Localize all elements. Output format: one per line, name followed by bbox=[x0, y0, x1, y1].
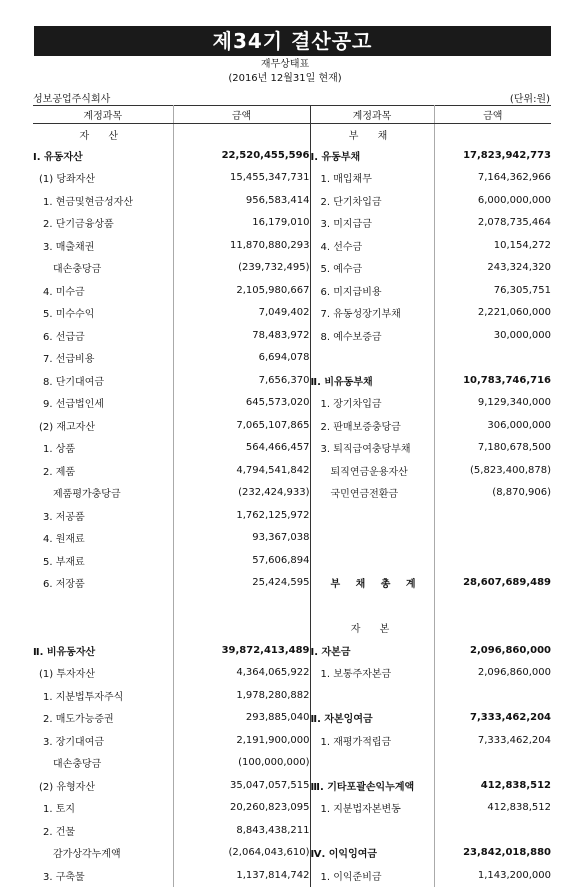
asset-account: 1. 현금및현금성자산 bbox=[33, 189, 173, 212]
asset-amount: 15,455,347,731 bbox=[173, 167, 310, 190]
liability-amount: 7,164,362,966 bbox=[477, 172, 551, 184]
table-row bbox=[33, 144, 551, 167]
table-row bbox=[33, 279, 551, 302]
asset-account: (2) 재고자산 bbox=[33, 414, 173, 437]
asset-amount: 4,364,065,922 bbox=[173, 662, 310, 685]
table-row bbox=[33, 549, 551, 572]
asset-amount: 20,260,823,095 bbox=[173, 797, 310, 820]
liability-account: 8. 예수보증금 bbox=[310, 324, 434, 347]
table-row bbox=[33, 864, 551, 887]
liability-account: 퇴직연금운용자산 bbox=[310, 459, 434, 482]
unit-label: (단위:원) bbox=[509, 94, 550, 105]
asset-amount: 35,047,057,515 bbox=[173, 774, 310, 797]
table-row bbox=[33, 257, 551, 280]
column-header: 금액 bbox=[434, 106, 551, 124]
statement-date: (2016년 12월31일 현재) bbox=[228, 73, 342, 84]
table-row bbox=[33, 482, 551, 505]
liability-account: 3. 퇴직급여충당부채 bbox=[310, 437, 434, 460]
liability-account bbox=[310, 752, 434, 775]
asset-amount: (2,064,043,610) bbox=[173, 842, 310, 865]
asset-account: Ⅱ. 비유동자산 bbox=[33, 639, 173, 662]
table-row bbox=[33, 819, 551, 842]
liability-amount: 412,838,512 bbox=[487, 802, 551, 814]
asset-amount: 2,191,900,000 bbox=[173, 729, 310, 752]
asset-account: 3. 저공품 bbox=[33, 504, 173, 527]
page-title: 제34기 결산공고 bbox=[34, 26, 551, 56]
section-liabilities: 부 채 bbox=[310, 124, 434, 145]
liability-amount bbox=[434, 684, 551, 707]
table-row bbox=[33, 302, 551, 325]
liability-amount: 17,823,942,773 bbox=[463, 149, 551, 161]
liability-amount: (8,870,906) bbox=[492, 487, 551, 499]
table-row bbox=[33, 594, 551, 617]
liability-amount bbox=[434, 527, 551, 550]
liability-amount bbox=[434, 347, 551, 370]
asset-amount: 956,583,414 bbox=[173, 189, 310, 212]
asset-amount: 6,694,078 bbox=[173, 347, 310, 370]
asset-account: 1. 상품 bbox=[33, 437, 173, 460]
liability-account: Ⅱ. 자본잉여금 bbox=[310, 707, 434, 730]
table-row bbox=[33, 459, 551, 482]
liability-account: 1. 이익준비금 bbox=[310, 864, 434, 887]
asset-account: 2. 단기금융상품 bbox=[33, 212, 173, 235]
liability-account: 1. 매입채무 bbox=[310, 167, 434, 190]
liability-account bbox=[310, 347, 434, 370]
table-row bbox=[33, 617, 551, 640]
asset-amount: 16,179,010 bbox=[173, 212, 310, 235]
asset-amount: 7,656,370 bbox=[173, 369, 310, 392]
liability-amount bbox=[434, 504, 551, 527]
liability-amount: 7,333,462,204 bbox=[470, 712, 551, 724]
table-header-row bbox=[33, 106, 551, 124]
table-row bbox=[33, 662, 551, 685]
asset-account: 2. 제품 bbox=[33, 459, 173, 482]
liability-account: 2. 단기차입금 bbox=[310, 189, 434, 212]
asset-account: 5. 미수수익 bbox=[33, 302, 173, 325]
liability-account: 국민연금전환금 bbox=[310, 482, 434, 505]
asset-amount: 11,870,880,293 bbox=[173, 234, 310, 257]
liability-account bbox=[310, 504, 434, 527]
liability-amount: 7,180,678,500 bbox=[477, 442, 551, 454]
liability-amount bbox=[434, 549, 551, 572]
asset-amount: 1,978,280,882 bbox=[173, 684, 310, 707]
asset-amount: 1,762,125,972 bbox=[173, 504, 310, 527]
asset-amount: (232,424,933) bbox=[173, 482, 310, 505]
liability-account: 7. 유동성장기부채 bbox=[310, 302, 434, 325]
liability-amount: 10,154,272 bbox=[493, 239, 551, 251]
company-name: 성보공업주식회사 bbox=[33, 94, 111, 105]
asset-amount: 293,885,040 bbox=[173, 707, 310, 730]
asset-amount: 57,606,894 bbox=[173, 549, 310, 572]
table-row bbox=[33, 234, 551, 257]
liability-amount: 306,000,000 bbox=[487, 419, 551, 431]
liability-amount: 10,783,746,716 bbox=[463, 374, 551, 386]
asset-amount: 8,843,438,211 bbox=[173, 819, 310, 842]
liability-account: 5. 예수금 bbox=[310, 257, 434, 280]
asset-account: 감가상각누계액 bbox=[33, 842, 173, 865]
liability-account: 1. 재평가적립금 bbox=[310, 729, 434, 752]
liability-account: 3. 미지급금 bbox=[310, 212, 434, 235]
column-header: 계정과목 bbox=[310, 106, 434, 124]
table-row bbox=[33, 167, 551, 190]
liability-account: Ⅲ. 기타포괄손익누계액 bbox=[310, 774, 434, 797]
liability-amount: 76,305,751 bbox=[493, 284, 551, 296]
asset-account: (1) 당좌자산 bbox=[33, 167, 173, 190]
liability-amount: 28,607,689,489 bbox=[463, 577, 551, 589]
liability-amount: 2,221,060,000 bbox=[477, 307, 551, 319]
table-row bbox=[33, 324, 551, 347]
asset-account: 4. 미수금 bbox=[33, 279, 173, 302]
table-row bbox=[33, 212, 551, 235]
liability-account: 부 채 총 계 bbox=[310, 572, 434, 595]
asset-amount: 564,466,457 bbox=[173, 437, 310, 460]
asset-account: 3. 매출채권 bbox=[33, 234, 173, 257]
asset-account: 6. 저장품 bbox=[33, 572, 173, 595]
liability-amount: 7,333,462,204 bbox=[477, 734, 551, 746]
liability-account: Ⅰ. 유동부채 bbox=[310, 144, 434, 167]
asset-amount: (100,000,000) bbox=[173, 752, 310, 775]
asset-account: 3. 장기대여금 bbox=[33, 729, 173, 752]
asset-amount: 7,049,402 bbox=[173, 302, 310, 325]
liability-account: 4. 선수금 bbox=[310, 234, 434, 257]
liability-account bbox=[310, 594, 434, 617]
liability-amount: 1,143,200,000 bbox=[477, 869, 551, 881]
table-row bbox=[33, 707, 551, 730]
liability-account: Ⅱ. 비유동부채 bbox=[310, 369, 434, 392]
liability-account bbox=[310, 684, 434, 707]
liability-account: Ⅳ. 이익잉여금 bbox=[310, 842, 434, 865]
asset-account: 5. 부재료 bbox=[33, 549, 173, 572]
liability-amount: (5,823,400,878) bbox=[470, 464, 551, 476]
asset-account: (1) 투자자산 bbox=[33, 662, 173, 685]
table-row bbox=[33, 684, 551, 707]
asset-account: 3. 구축물 bbox=[33, 864, 173, 887]
asset-amount: 1,137,814,742 bbox=[173, 864, 310, 887]
asset-account: 9. 선급법인세 bbox=[33, 392, 173, 415]
liability-amount: 2,096,860,000 bbox=[477, 667, 551, 679]
asset-amount: 645,573,020 bbox=[173, 392, 310, 415]
asset-amount: 2,105,980,667 bbox=[173, 279, 310, 302]
asset-account: 2. 건물 bbox=[33, 819, 173, 842]
table-row bbox=[33, 437, 551, 460]
liability-amount: 2,078,735,464 bbox=[477, 217, 551, 229]
liability-account: 6. 미지급비용 bbox=[310, 279, 434, 302]
asset-account: 2. 매도가능증권 bbox=[33, 707, 173, 730]
asset-amount: 22,520,455,596 bbox=[173, 144, 310, 167]
asset-account bbox=[33, 617, 173, 640]
table-row bbox=[33, 414, 551, 437]
liability-amount: 412,838,512 bbox=[480, 779, 551, 791]
asset-account: 1. 토지 bbox=[33, 797, 173, 820]
table-row bbox=[33, 774, 551, 797]
balance-sheet-table bbox=[33, 105, 551, 887]
asset-amount: (239,732,495) bbox=[173, 257, 310, 280]
liability-amount bbox=[434, 752, 551, 775]
table-row bbox=[33, 347, 551, 370]
column-header: 계정과목 bbox=[33, 106, 173, 124]
asset-amount: 93,367,038 bbox=[173, 527, 310, 550]
liability-amount: 2,096,860,000 bbox=[470, 644, 551, 656]
asset-amount: 78,483,972 bbox=[173, 324, 310, 347]
asset-account bbox=[33, 594, 173, 617]
liability-account: 1. 장기차입금 bbox=[310, 392, 434, 415]
asset-account: 4. 원재료 bbox=[33, 527, 173, 550]
asset-amount: 4,794,541,842 bbox=[173, 459, 310, 482]
asset-account: 7. 선급비용 bbox=[33, 347, 173, 370]
liability-account bbox=[310, 549, 434, 572]
table-row bbox=[33, 572, 551, 595]
asset-amount: 25,424,595 bbox=[173, 572, 310, 595]
section-equity: 자 본 bbox=[310, 617, 434, 640]
asset-account: 제품평가충당금 bbox=[33, 482, 173, 505]
liability-amount bbox=[434, 617, 551, 640]
table-row bbox=[33, 842, 551, 865]
table-row bbox=[33, 752, 551, 775]
liability-account: 1. 보통주자본금 bbox=[310, 662, 434, 685]
asset-account: 1. 지분법투자주식 bbox=[33, 684, 173, 707]
table-row bbox=[33, 392, 551, 415]
liability-amount: 30,000,000 bbox=[493, 329, 551, 341]
table-row bbox=[33, 639, 551, 662]
asset-amount bbox=[173, 594, 310, 617]
liability-amount bbox=[434, 819, 551, 842]
statement-name: 재무상태표 bbox=[260, 59, 310, 70]
asset-amount: 39,872,413,489 bbox=[173, 639, 310, 662]
liability-account: Ⅰ. 자본금 bbox=[310, 639, 434, 662]
liability-amount: 243,324,320 bbox=[487, 262, 551, 274]
asset-amount: 7,065,107,865 bbox=[173, 414, 310, 437]
table-row bbox=[33, 729, 551, 752]
table-row bbox=[33, 504, 551, 527]
table-row bbox=[33, 527, 551, 550]
table-row bbox=[33, 797, 551, 820]
liability-amount: 6,000,000,000 bbox=[477, 194, 551, 206]
liability-amount: 23,842,018,880 bbox=[463, 847, 551, 859]
asset-account: 대손충당금 bbox=[33, 257, 173, 280]
asset-account: 대손충당금 bbox=[33, 752, 173, 775]
liability-account: 1. 지분법자본변동 bbox=[310, 797, 434, 820]
section-row bbox=[33, 124, 551, 145]
liability-account bbox=[310, 819, 434, 842]
liability-account bbox=[310, 527, 434, 550]
section-assets: 자 산 bbox=[33, 124, 173, 145]
liability-amount bbox=[434, 594, 551, 617]
liability-amount: 9,129,340,000 bbox=[477, 397, 551, 409]
table-row bbox=[33, 369, 551, 392]
asset-account: Ⅰ. 유동자산 bbox=[33, 144, 173, 167]
liability-account: 2. 판매보증충당금 bbox=[310, 414, 434, 437]
table-row bbox=[33, 189, 551, 212]
asset-amount bbox=[173, 617, 310, 640]
column-header: 금액 bbox=[173, 106, 310, 124]
asset-account: (2) 유형자산 bbox=[33, 774, 173, 797]
asset-account: 8. 단기대여금 bbox=[33, 369, 173, 392]
asset-account: 6. 선급금 bbox=[33, 324, 173, 347]
